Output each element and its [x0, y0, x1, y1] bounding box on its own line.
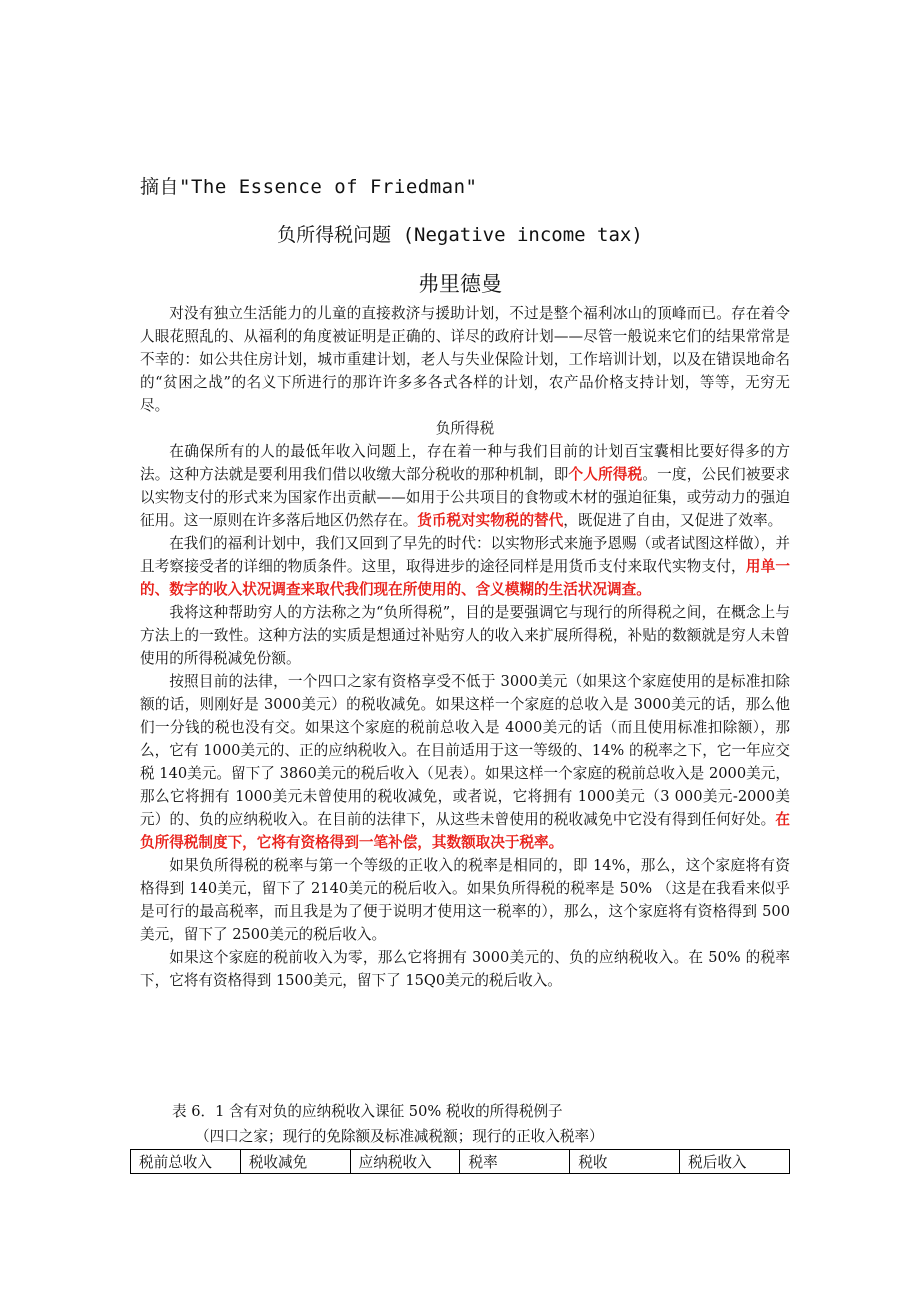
article-author: 弗里德曼 [418, 272, 502, 296]
emphasis-text: 用单一的、数字的收入状况调查来取代我们现在所使用的、含义模糊的生活状况调查。 [140, 558, 790, 598]
paragraph-text: 在确保所有的人的最低年收入问题上，存在着一种与我们目前的计划百宝囊相比要好得多的方法。这种方法就是要利用我们借以收缴大部分税收的那种机制，即 [140, 443, 790, 483]
paragraph-text: 在我们的福利计划中，我们又回到了早先的时代：以实物形式来施予恩赐（或者试图这样做），并且考察接受者的详细的物质条件。这里，取得进步的途径同样是用货币支付来取代实物支付， [140, 535, 790, 575]
paragraph-method [140, 440, 790, 532]
table-header-row [131, 1150, 790, 1174]
article-title: 负所得税问题 (Negative income tax) [277, 224, 643, 246]
table-caption: 表 6．1 含有对负的应纳税收入课征 50% 税收的所得税例子 [172, 1103, 563, 1120]
emphasis-text: 货币税对实物税的替代 [417, 512, 564, 529]
table-header-cell: 应纳税收入 [350, 1150, 460, 1174]
source-title: "The Essence of Friedman" [179, 176, 478, 198]
paragraph-text: ，既促进了自由，又促进了效率。 [563, 512, 783, 529]
paragraph-text: 按照目前的法律，一个四口之家有资格享受不低于 3000美元（如果这个家庭使用的是标准扣除额的话，则刚好是 3000美元）的税收减免。如果这样一个家庭的总收入是 3000美元的话，那么他们一分钱的税也没有交。如果这个家庭的税前总收入是 4000美元的话（而且使用标准扣除额），那么，它有 1000美元的、正的应纳税收入。在目前适用于这一等级的、14% 的税率之下，它一年应交税 140美元。留下了 3860美元的税后收入（见表）。如果这样一个家庭的税前总收入是 2000美元，那么它将拥有 1000美元未曾使用的税收减免，或者说，它将拥有 1000美元（3 000美元-2000美元）的、负的应纳税收入。在目前的法律下，从这些未曾使用的税收减免中它没有得到任何好处。 [140, 673, 790, 828]
emphasis-text: 个人所得税 [568, 466, 643, 483]
table-header-cell: 税收 [570, 1150, 680, 1174]
source-line [140, 172, 478, 199]
paragraph-welfare [140, 532, 790, 601]
table-header-cell: 税后收入 [680, 1150, 790, 1174]
table-header-cell: 税前总收入 [131, 1150, 241, 1174]
article-body [140, 302, 790, 992]
table-subcaption: （四口之家；现行的免除额及标准减税额；现行的正收入税率） [195, 1128, 604, 1145]
paragraph-zero-income: 如果这个家庭的税前收入为零，那么它将拥有 3000美元的、负的应纳税收入。在 50% 的税率下，它将有资格得到 1500美元，留下了 15Q0美元的税后收入。 [140, 949, 790, 989]
paragraph-intro: 对没有独立生活能力的儿童的直接救济与援助计划，不过是整个福利冰山的顶峰而已。存在着令人眼花照乱的、从福利的角度被证明是正确的、详尽的政府计划——尽管一般说来它们的结果常常是不幸的：如公共住房计划，城市重建计划，老人与失业保险计划，工作培训计划，以及在错误地命名的“贫困之战”的名义下所进行的那许许多多各式各样的计划，农产品价格支持计划，等等，无穷无尽。 [140, 305, 790, 414]
paragraph-rates: 如果负所得税的税率与第一个等级的正收入的税率是相同的，即 14%，那么，这个家庭将有资格得到 140美元，留下了 2140美元的税后收入。如果负所得税的税率是 50% （这是在我看来似乎是可行的最高税率，而且我是为了便于说明才使用这一税率的），那么，这个家庭将有资格得到 500美元，留下了 2500美元的税后收入。 [140, 857, 790, 943]
source-prefix: 摘自 [140, 176, 180, 198]
paragraph-example [140, 670, 790, 854]
tax-table [130, 1149, 790, 1174]
section-heading: 负所得税 [435, 420, 495, 437]
table-header-cell: 税率 [460, 1150, 570, 1174]
table-header-cell: 税收减免 [240, 1150, 350, 1174]
emphasis-text: 在负所得税制度下，它将有资格得到一笔补偿，其数额取决于税率。 [140, 811, 790, 851]
paragraph-definition: 我将这种帮助穷人的方法称之为“负所得税”，目的是要强调它与现行的所得税之间，在概念上与方法上的一致性。这种方法的实质是想通过补贴穷人的收入来扩展所得税，补贴的数额就是穷人未曾使用的所得税减免份额。 [140, 604, 790, 667]
paragraph-text: 。一度，公民们被要求以实物支付的形式来为国家作出贡献——如用于公共项目的食物或木材的强迫征集，或劳动力的强迫征用。这一原则在许多落后地区仍然存在。 [140, 466, 790, 529]
